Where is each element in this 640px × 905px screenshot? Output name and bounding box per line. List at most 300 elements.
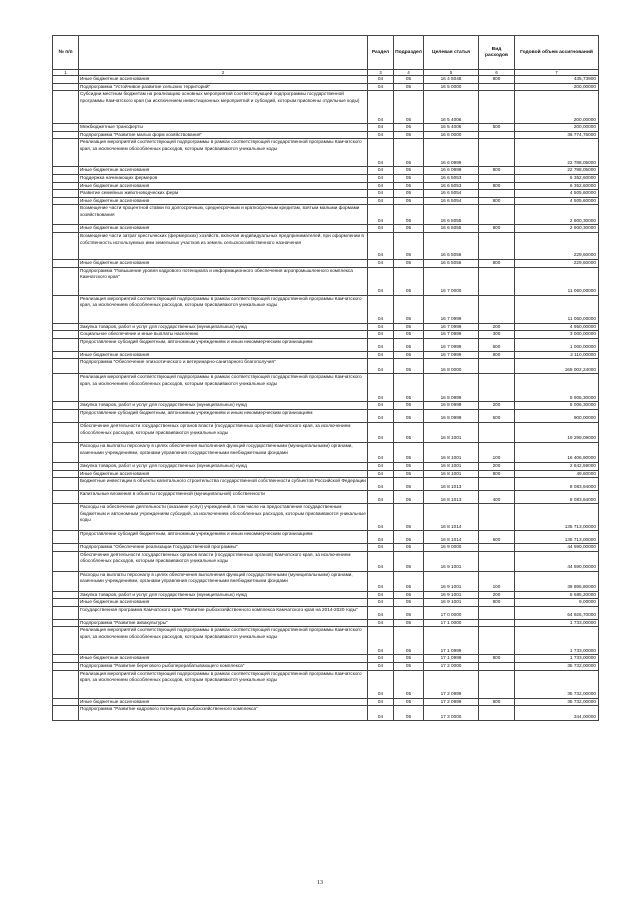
row-razdel-cell: 04 [368,422,394,442]
row-number-cell [53,83,79,91]
row-name-cell: Иные бюджетные ассигнования [79,182,368,190]
row-target-article-cell: 16 4 5048 [424,76,479,84]
table-row [53,571,599,591]
row-podrazdel-cell: 05 [394,124,424,132]
table-row [53,267,599,295]
row-razdel-cell: 04 [368,359,394,374]
row-name-cell: Обеспечение деятельности государственных органов власти (государственных органов) Камчатского края, за исключением обособленных расходов, которым присваиваются уникальные коды [79,551,368,571]
row-podrazdel-cell: 05 [394,422,424,442]
row-target-article-cell: 16 7 0999 [424,351,479,359]
row-razdel-cell: 04 [368,124,394,132]
row-razdel-cell: 04 [368,205,394,225]
table-row [53,606,599,619]
row-podrazdel-cell: 05 [394,167,424,175]
row-razdel-cell: 04 [368,606,394,619]
row-number-cell [53,591,79,599]
row-amount-cell: 64 926,70000 [515,606,599,619]
row-expense-type-cell [479,267,515,295]
row-podrazdel-cell: 05 [394,225,424,233]
column-number: 5 [424,70,479,76]
row-number-cell [53,338,79,351]
table-row [53,225,599,233]
table-row [53,619,599,627]
header-number: № п/п [53,36,79,70]
row-amount-cell: 2 842,59000 [515,462,599,470]
row-number-cell [53,619,79,627]
row-target-article-cell: 17 1 0999 [424,655,479,663]
row-podrazdel-cell: 05 [394,190,424,198]
row-expense-type-cell: 500 [479,124,515,132]
row-target-article-cell: 16 8 1001 [424,462,479,470]
row-expense-type-cell [479,670,515,698]
row-target-article-cell: 16 6 5054 [424,190,479,198]
header-target-article: Целевая статья [424,36,479,70]
row-podrazdel-cell: 05 [394,599,424,607]
row-name-cell: Иные бюджетные ассигнования [79,167,368,175]
row-name-cell: Подпрограмма "Обеспечение реализации Государственной программы" [79,544,368,552]
row-name-cell: Закупка товаров, работ и услуг для государственных (муниципальных) нужд [79,323,368,331]
row-amount-cell: 5 906,30000 [515,374,599,402]
row-podrazdel-cell: 05 [394,76,424,84]
row-target-article-cell: 16 6 5056 [424,232,479,259]
row-razdel-cell: 04 [368,551,394,571]
row-name-cell: Возмещение части затрат крестьянских (фермерских) хозяйств, включая индивидуальных предпринимателей, при оформлении в собственность используемых ими земельных участков из земель сельскохозяйственного назначения [79,232,368,259]
table-row [53,504,599,531]
row-podrazdel-cell: 05 [394,232,424,259]
row-amount-cell: 19 299,09000 [515,422,599,442]
row-number-cell [53,504,79,531]
row-podrazdel-cell: 05 [394,295,424,323]
row-amount-cell: 16 406,90000 [515,442,599,462]
row-podrazdel-cell: 05 [394,698,424,706]
row-target-article-cell: 16 5 4006 [424,91,479,124]
row-name-cell: Капитальные вложения в объекты государственной (муниципальной) собственности [79,491,368,504]
row-target-article-cell: 16 9 1001 [424,599,479,607]
row-target-article-cell: 16 9 1001 [424,571,479,591]
row-amount-cell: 1 000,00000 [515,338,599,351]
table-row [53,551,599,571]
row-target-article-cell: 16 8 0999 [424,402,479,410]
row-target-article-cell: 16 6 0999 [424,167,479,175]
table-row [53,531,599,544]
row-name-cell: Подпрограмма "Развитие аквакультуры" [79,619,368,627]
row-name-cell: Иные бюджетные ассигнования [79,655,368,663]
header-annual-amount: Годовой объем ассигнований [515,36,599,70]
row-amount-cell: 38 895,80000 [515,571,599,591]
row-number-cell [53,402,79,410]
row-expense-type-cell [479,295,515,323]
row-target-article-cell: 16 5 4006 [424,124,479,132]
row-amount-cell: 5 685,20000 [515,591,599,599]
row-expense-type-cell: 600 [479,531,515,544]
table-row [53,190,599,198]
row-number-cell [53,470,79,478]
row-razdel-cell: 04 [368,470,394,478]
row-target-article-cell: 17 2 0999 [424,698,479,706]
row-razdel-cell: 04 [368,76,394,84]
row-podrazdel-cell: 05 [394,182,424,190]
table-row [53,124,599,132]
row-name-cell: Поддержка начинающих фермеров [79,174,368,182]
row-razdel-cell: 04 [368,627,394,655]
row-name-cell: Закупка товаров, работ и услуг для государственных (муниципальных) нужд [79,591,368,599]
row-number-cell [53,655,79,663]
row-name-cell: Бюджетные инвестиции в объекты капитального строительства государственной собственности субъектов Российской Федерации [79,478,368,491]
table-row [53,338,599,351]
row-razdel-cell: 04 [368,619,394,627]
row-podrazdel-cell: 05 [394,619,424,627]
column-number: 1 [53,70,79,76]
row-podrazdel-cell: 05 [394,83,424,91]
row-number-cell [53,544,79,552]
row-number-cell [53,491,79,504]
row-amount-cell: 11 060,00000 [515,267,599,295]
row-amount-cell: 11 060,00000 [515,295,599,323]
row-podrazdel-cell: 05 [394,462,424,470]
row-razdel-cell: 04 [368,531,394,544]
table-row [53,182,599,190]
row-name-cell: Закупка товаров, работ и услуг для государственных (муниципальных) нужд [79,402,368,410]
row-expense-type-cell [479,374,515,402]
row-amount-cell: 4 950,00000 [515,323,599,331]
row-number-cell [53,205,79,225]
row-number-cell [53,551,79,571]
row-amount-cell: 44 590,00000 [515,544,599,552]
table-row [53,76,599,84]
row-razdel-cell: 04 [368,225,394,233]
row-razdel-cell: 04 [368,409,394,422]
row-number-cell [53,606,79,619]
row-razdel-cell: 04 [368,591,394,599]
row-amount-cell: 2 110,00000 [515,351,599,359]
row-podrazdel-cell: 05 [394,442,424,462]
row-expense-type-cell [479,619,515,627]
row-amount-cell: 4 505,60000 [515,197,599,205]
row-target-article-cell: 16 6 5055 [424,205,479,225]
row-expense-type-cell: 800 [479,698,515,706]
row-expense-type-cell: 100 [479,442,515,462]
row-number-cell [53,323,79,331]
row-name-cell: Закупка товаров, работ и услуг для государственных (муниципальных) нужд [79,462,368,470]
row-amount-cell: 200,00000 [515,124,599,132]
row-number-cell [53,478,79,491]
row-target-article-cell: 16 8 1014 [424,504,479,531]
row-razdel-cell: 04 [368,374,394,402]
row-razdel-cell: 04 [368,504,394,531]
header-razdel: Раздел [368,36,394,70]
table-row [53,706,599,721]
column-number: 3 [368,70,394,76]
table-row [53,627,599,655]
row-podrazdel-cell: 05 [394,338,424,351]
table-row [53,442,599,462]
row-razdel-cell: 04 [368,351,394,359]
row-name-cell: Государственная программа Камчатского края "Развитие рыбохозяйственного комплекса Камчатского края на 2014-2020 годы" [79,606,368,619]
row-podrazdel-cell: 05 [394,591,424,599]
row-expense-type-cell [479,606,515,619]
row-amount-cell: 35 732,00000 [515,670,599,698]
row-podrazdel-cell: 05 [394,409,424,422]
row-razdel-cell: 04 [368,670,394,698]
row-number-cell [53,190,79,198]
row-podrazdel-cell: 05 [394,402,424,410]
row-number-cell [53,259,79,267]
row-amount-cell: 22 788,05000 [515,167,599,175]
row-amount-cell: 1 733,00000 [515,619,599,627]
row-expense-type-cell: 800 [479,182,515,190]
row-expense-type-cell: 200 [479,462,515,470]
row-podrazdel-cell: 05 [394,351,424,359]
row-podrazdel-cell: 05 [394,655,424,663]
row-name-cell: Иные бюджетные ассигнования [79,76,368,84]
row-number-cell [53,197,79,205]
row-number-cell [53,76,79,84]
table-row [53,295,599,323]
row-name-cell: Иные бюджетные ассигнования [79,698,368,706]
row-number-cell [53,571,79,591]
table-row [53,83,599,91]
row-razdel-cell: 04 [368,323,394,331]
row-name-cell: Субсидии местным бюджетам на реализацию основных мероприятий соответствующей подпрограммы государственной программы Камчатского края (за исключением инвестиционных мероприятий и субсидий, которым присвоены отдельные коды) [79,91,368,124]
row-podrazdel-cell: 05 [394,131,424,139]
row-amount-cell: 200,00000 [515,83,599,91]
row-razdel-cell: 04 [368,331,394,339]
row-podrazdel-cell: 05 [394,531,424,544]
row-podrazdel-cell: 05 [394,504,424,531]
row-razdel-cell: 04 [368,267,394,295]
row-amount-cell: 9,00000 [515,599,599,607]
row-podrazdel-cell: 05 [394,197,424,205]
row-expense-type-cell: 600 [479,409,515,422]
row-amount-cell: 6 352,60000 [515,174,599,182]
header-podrazdel: Подраздел [394,36,424,70]
row-expense-type-cell: 100 [479,571,515,591]
row-target-article-cell: 16 8 0000 [424,359,479,374]
row-name-cell: Предоставление субсидий бюджетным, автономным учреждениям и иным некоммерческим организациям [79,531,368,544]
row-expense-type-cell [479,627,515,655]
table-row [53,331,599,339]
row-podrazdel-cell: 05 [394,323,424,331]
table-row [53,670,599,698]
row-razdel-cell: 04 [368,544,394,552]
row-amount-cell: 435,73900 [515,76,599,84]
row-razdel-cell: 04 [368,706,394,721]
row-podrazdel-cell: 05 [394,544,424,552]
table-row [53,591,599,599]
row-amount-cell: 22 788,05000 [515,139,599,167]
row-name-cell: Развитие семейных животноводческих ферм [79,190,368,198]
table-row [53,544,599,552]
row-name-cell: Подпрограмма "Повышение уровня кадрового потенциала и информационного обеспечения агропромышленного комплекса Камчатского края" [79,267,368,295]
row-name-cell: Межбюджетные трансферты [79,124,368,132]
row-podrazdel-cell: 05 [394,174,424,182]
row-name-cell: Подпрограмма "Устойчивое развитие сельских территорий" [79,83,368,91]
row-podrazdel-cell: 05 [394,491,424,504]
column-number: 2 [79,70,368,76]
table-row [53,478,599,491]
row-target-article-cell: 16 7 0999 [424,323,479,331]
row-number-cell [53,182,79,190]
row-target-article-cell: 16 9 1001 [424,551,479,571]
row-expense-type-cell [479,139,515,167]
row-razdel-cell: 04 [368,91,394,124]
row-name-cell: Расходы на выплаты персоналу в целях обеспечения выполнения функций государственными (муниципальными) органами, казенными учреждениями, органами управления государственными внебюджетными фондами [79,571,368,591]
row-razdel-cell: 04 [368,83,394,91]
row-name-cell: Реализация мероприятий соответствующей подпрограммы в рамках соответствующей государственной программы Камчатского края, за исключением обособленных расходов, которым присваиваются уникальные коды [79,627,368,655]
row-expense-type-cell: 800 [479,259,515,267]
table-row [53,351,599,359]
table-row [53,359,599,374]
row-name-cell: Иные бюджетные ассигнования [79,470,368,478]
table-row [53,599,599,607]
row-razdel-cell: 04 [368,491,394,504]
row-expense-type-cell: 800 [479,167,515,175]
row-name-cell: Иные бюджетные ассигнования [79,599,368,607]
row-expense-type-cell: 400 [479,491,515,504]
row-target-article-cell: 16 6 5053 [424,174,479,182]
row-expense-type-cell [479,232,515,259]
row-number-cell [53,374,79,402]
row-name-cell: Подпрограмма "Развитие кадрового потенциала рыбохозяйственного комплекса" [79,706,368,721]
row-amount-cell: 49,60000 [515,470,599,478]
row-expense-type-cell [479,663,515,671]
row-razdel-cell: 04 [368,259,394,267]
row-target-article-cell: 16 6 5054 [424,197,479,205]
row-razdel-cell: 04 [368,197,394,205]
table-row [53,232,599,259]
row-expense-type-cell [479,359,515,374]
row-expense-type-cell: 800 [479,470,515,478]
table-row [53,323,599,331]
row-amount-cell: 6 352,60000 [515,182,599,190]
row-number-cell [53,232,79,259]
row-podrazdel-cell: 05 [394,627,424,655]
row-podrazdel-cell: 05 [394,478,424,491]
row-podrazdel-cell: 05 [394,359,424,374]
row-expense-type-cell: 200 [479,591,515,599]
row-expense-type-cell [479,478,515,491]
row-name-cell: Предоставление субсидий бюджетным, автономным учреждениям и иным некоммерческим организациям [79,409,368,422]
page-number: 13 [317,880,323,886]
row-target-article-cell: 17 1 0999 [424,627,479,655]
row-expense-type-cell [479,131,515,139]
table-row [53,491,599,504]
row-target-article-cell: 16 9 1001 [424,591,479,599]
row-amount-cell: 1 733,00000 [515,627,599,655]
row-razdel-cell: 04 [368,655,394,663]
table-row [53,402,599,410]
row-amount-cell: 900,00000 [515,409,599,422]
row-expense-type-cell [479,706,515,721]
table-row [53,174,599,182]
table-row [53,698,599,706]
row-target-article-cell: 16 6 0000 [424,131,479,139]
row-amount-cell: 229,60000 [515,232,599,259]
row-amount-cell: 135 713,00000 [515,504,599,531]
row-expense-type-cell [479,91,515,124]
row-expense-type-cell: 800 [479,76,515,84]
row-expense-type-cell: 800 [479,599,515,607]
row-expense-type-cell: 600 [479,338,515,351]
row-target-article-cell: 16 8 1013 [424,478,479,491]
row-target-article-cell: 16 6 5055 [424,225,479,233]
row-number-cell [53,124,79,132]
row-amount-cell: 229,60000 [515,259,599,267]
row-name-cell: Расходы на выплаты персоналу в целях обеспечения выполнения функций государственными (муниципальными) органами, казенными учреждениями, органами управления государственными внебюджетными фондами [79,442,368,462]
row-target-article-cell: 16 6 0999 [424,139,479,167]
row-expense-type-cell [479,205,515,225]
row-name-cell: Реализация мероприятий соответствующей подпрограммы в рамках соответствующей государственной программы Камчатского края, за исключением обособленных расходов, которым присваиваются уникальные коды [79,670,368,698]
row-number-cell [53,174,79,182]
table-row [53,374,599,402]
row-razdel-cell: 04 [368,402,394,410]
row-expense-type-cell [479,422,515,442]
row-target-article-cell: 17 2 0000 [424,663,479,671]
row-target-article-cell: 16 6 5053 [424,182,479,190]
table-row [53,91,599,124]
row-name-cell: Иные бюджетные ассигнования [79,259,368,267]
row-podrazdel-cell: 05 [394,551,424,571]
row-amount-cell: 35 732,00000 [515,663,599,671]
table-header-row [53,36,599,70]
row-amount-cell: 36 774,75000 [515,131,599,139]
row-target-article-cell: 16 7 0999 [424,338,479,351]
row-razdel-cell: 04 [368,478,394,491]
row-name-cell: Подпрограмма "Развитие малых форм хозяйствования" [79,131,368,139]
row-name-cell: Реализация мероприятий соответствующей подпрограммы в рамках соответствующей государственной программы Камчатского края, за исключением обособленных расходов, которым присваиваются уникальные коды [79,295,368,323]
table-row [53,139,599,167]
row-podrazdel-cell: 05 [394,139,424,167]
row-target-article-cell: 16 8 1013 [424,491,479,504]
row-number-cell [53,331,79,339]
budget-table [52,35,599,721]
row-target-article-cell: 17 1 0000 [424,619,479,627]
table-row [53,663,599,671]
row-podrazdel-cell: 05 [394,267,424,295]
table-row [53,131,599,139]
row-target-article-cell: 16 8 1001 [424,470,479,478]
row-razdel-cell: 04 [368,599,394,607]
row-razdel-cell: 04 [368,338,394,351]
row-name-cell: Реализация мероприятий соответствующей подпрограммы в рамках соответствующей государственной программы Камчатского края, за исключением обособленных расходов, которым присваиваются уникальные коды [79,374,368,402]
row-target-article-cell: 16 8 1001 [424,442,479,462]
row-number-cell [53,599,79,607]
row-razdel-cell: 04 [368,663,394,671]
row-razdel-cell: 04 [368,174,394,182]
column-number: 7 [515,70,599,76]
row-name-cell: Расходы на обеспечение деятельности (оказание услуг) учреждений, в том числе на предоставление государственным бюджетным и автономным учреждениям субсидий, за исключением обособленных расходов, которым присваиваются уникальные коды [79,504,368,531]
row-expense-type-cell [479,174,515,182]
column-number: 6 [479,70,515,76]
row-number-cell [53,225,79,233]
row-expense-type-cell: 200 [479,323,515,331]
row-name-cell: Иные бюджетные ассигнования [79,351,368,359]
table-row [53,167,599,175]
row-expense-type-cell [479,551,515,571]
row-podrazdel-cell: 05 [394,331,424,339]
row-razdel-cell: 04 [368,131,394,139]
row-name-cell: Предоставление субсидий бюджетным, автономным учреждениям и иным некоммерческим организациям [79,338,368,351]
row-target-article-cell: 16 9 0000 [424,544,479,552]
row-number-cell [53,627,79,655]
row-number-cell [53,295,79,323]
row-amount-cell: 8 083,94000 [515,478,599,491]
header-expense-type: Вид расходов [479,36,515,70]
table-row [53,197,599,205]
row-number-cell [53,531,79,544]
row-amount-cell: 344,00000 [515,706,599,721]
row-razdel-cell: 04 [368,232,394,259]
